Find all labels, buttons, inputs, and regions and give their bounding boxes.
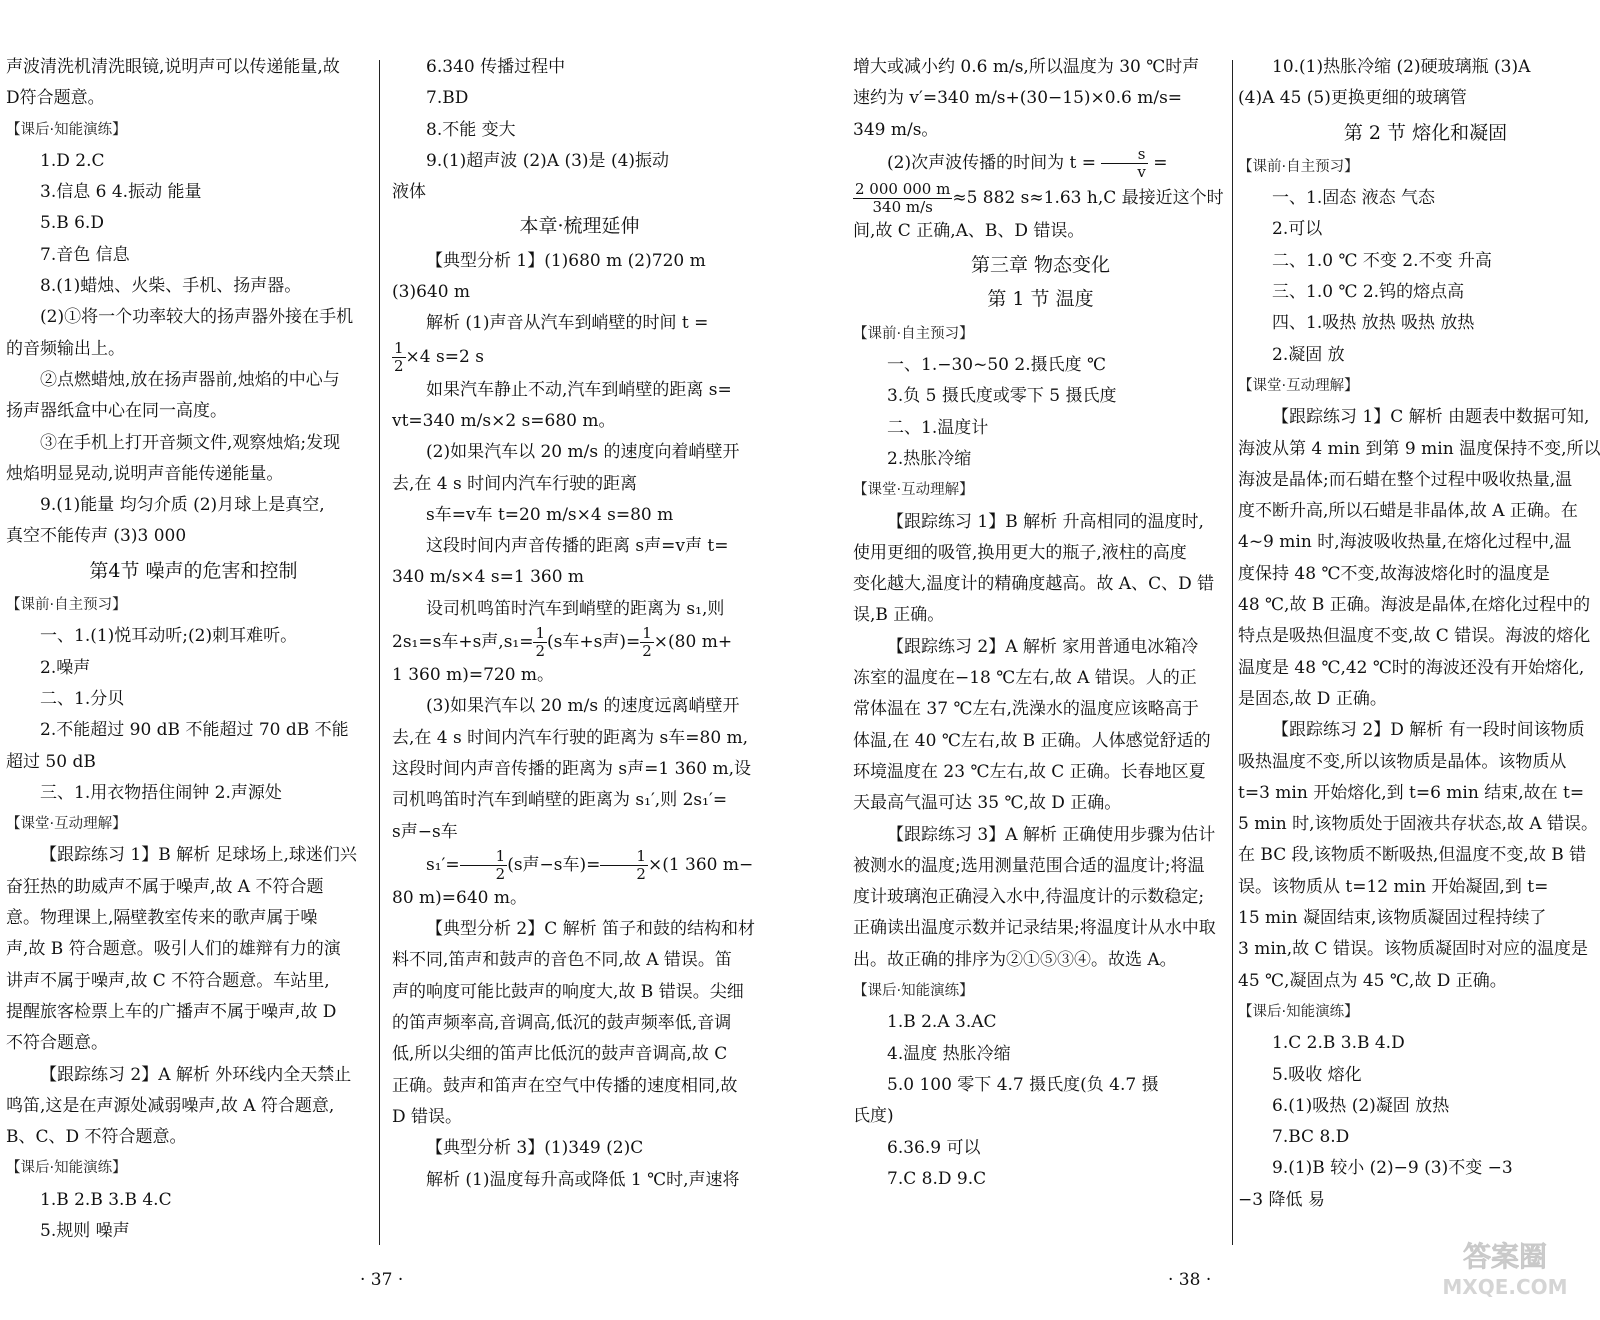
text-line: 鸣笛,这是在声源处减弱噪声,故 A 符合题意, bbox=[6, 1095, 335, 1116]
text-line: 如果汽车静止不动,汽车到峭壁的距离 s= bbox=[426, 379, 732, 400]
text-line: 提醒旅客检票上车的广播声不属于噪声,故 D bbox=[6, 1001, 337, 1022]
text-line: 15 min 凝固结束,该物质凝固过程持续了 bbox=[1238, 908, 1547, 929]
section-heading: 第 1 节 温度 bbox=[987, 288, 1094, 311]
text-line: 被测水的温度;选用测量范围合适的温度计;将温 bbox=[853, 855, 1205, 876]
text-line: 6.(1)吸热 (2)凝固 放热 bbox=[1272, 1095, 1450, 1116]
text-line: 9.(1)超声波 (2)A (3)是 (4)振动 bbox=[426, 150, 670, 171]
text-line: 的笛声频率高,音调高,低沉的鼓声频率低,音调 bbox=[392, 1013, 732, 1034]
text-line: 声的响度可能比鼓声的响度大,故 B 错误。尖细 bbox=[392, 981, 744, 1002]
text-line: 不符合题意。 bbox=[6, 1033, 108, 1054]
text-line: 3.信息 6 4.振动 能量 bbox=[40, 182, 202, 203]
text-line: 二、1.分贝 bbox=[40, 688, 125, 709]
text-line: 司机鸣笛时汽车到峭壁的距离为 s₁′,则 2s₁′= bbox=[392, 790, 728, 811]
text-line: 的音频输出上。 bbox=[6, 338, 125, 359]
text-line: 48 ℃,故 B 正确。海波是晶体,在熔化过程中的 bbox=[1238, 595, 1591, 616]
text-line: 2.热胀冷缩 bbox=[887, 448, 972, 469]
text-line: 【跟踪练习 3】A 解析 正确使用步骤为估计 bbox=[887, 824, 1216, 845]
text-line: 增大或减小约 0.6 m/s,所以温度为 30 ℃时声 bbox=[853, 57, 1200, 77]
text-line: D符合题意。 bbox=[6, 88, 105, 109]
text-line: 一、1.−30~50 2.摄氏度 ℃ bbox=[887, 355, 1107, 376]
text-line: 2.可以 bbox=[1272, 219, 1323, 240]
text-line: 1.D 2.C bbox=[40, 150, 105, 171]
column-divider bbox=[1232, 60, 1233, 1245]
text-line: 间,故 C 正确,A、B、D 错误。 bbox=[853, 220, 1085, 241]
text-line: 去,在 4 s 时间内汽车行驶的距离 bbox=[392, 473, 638, 494]
text-line: 声波清洗机清洗眼镜,说明声可以传递能量,故 bbox=[6, 57, 340, 77]
text-line: 一、1.(1)悦耳动听;(2)刺耳难听。 bbox=[40, 626, 298, 647]
left-column-1 bbox=[6, 52, 381, 1247]
text-line: 吸热温度不变,所以该物质是晶体。该物质从 bbox=[1238, 751, 1567, 772]
text-line: 2.凝固 放 bbox=[1272, 344, 1345, 365]
section-tag: 【课前·自主预习】 bbox=[853, 325, 974, 342]
text-line: 1.B 2.A 3.AC bbox=[887, 1012, 997, 1033]
section-tag: 【课前·自主预习】 bbox=[6, 597, 127, 614]
text-line: 7.C 8.D 9.C bbox=[887, 1168, 987, 1189]
section-tag: 【课后·知能演练】 bbox=[853, 983, 974, 1000]
text-line: 9.(1)能量 均匀介质 (2)月球上是真空, bbox=[40, 495, 325, 516]
text-line: 7.BC 8.D bbox=[1272, 1127, 1350, 1148]
text-line: 使用更细的吸管,换用更大的瓶子,液柱的高度 bbox=[853, 542, 1187, 563]
text-line: 扬声器纸盒中心在同一高度。 bbox=[6, 401, 227, 422]
text-line: 液体 bbox=[392, 182, 426, 203]
text-line: 【跟踪练习 1】C 解析 由题表中数据可知, bbox=[1272, 407, 1590, 428]
text-line: 【跟踪练习 1】B 解析 足球场上,球迷们兴 bbox=[40, 845, 357, 866]
text-line: 10.(1)热胀冷缩 (2)硬玻璃瓶 (3)A bbox=[1272, 57, 1531, 77]
text-line: 1.B 2.B 3.B 4.C bbox=[40, 1189, 172, 1210]
text-line: 8.不能 变大 bbox=[426, 119, 516, 140]
text-line: 三、1.用衣物捂住闹钟 2.声源处 bbox=[40, 782, 282, 803]
text-line: 意。物理课上,隔壁教室传来的歌声属于噪 bbox=[6, 908, 318, 929]
text-line: 度保持 48 ℃不变,故海波熔化时的温度是 bbox=[1238, 563, 1550, 584]
text-line: 349 m/s。 bbox=[853, 119, 939, 140]
text-line: s声−s车 bbox=[392, 821, 458, 842]
text-line: 【典型分析 2】C 解析 笛子和鼓的结构和材 bbox=[426, 919, 756, 940]
text-line: 声,故 B 符合题意。吸引人们的雄辩有力的演 bbox=[6, 939, 341, 960]
text-line: 误。该物质从 t=12 min 开始凝固,到 t= bbox=[1238, 876, 1549, 897]
text-line: 3.负 5 摄氏度或零下 5 摄氏度 bbox=[887, 386, 1117, 407]
page-number-right: · 38 · bbox=[1168, 1270, 1212, 1290]
text-line: 烛焰明显晃动,说明声音能传递能量。 bbox=[6, 463, 284, 484]
text-line: 5.规则 噪声 bbox=[40, 1220, 130, 1241]
section-tag: 【课前·自主预习】 bbox=[1238, 158, 1359, 175]
text-line: (3)如果汽车以 20 m/s 的速度远离峭壁开 bbox=[426, 696, 740, 717]
text-line: 讲声不属于噪声,故 C 不符合题意。车站里, bbox=[6, 970, 330, 991]
text-line: 5.B 6.D bbox=[40, 213, 104, 234]
text-line: −3 降低 易 bbox=[1238, 1189, 1325, 1210]
text-line: 海波从第 4 min 到第 9 min 温度保持不变,所以 bbox=[1238, 438, 1600, 459]
text-line: 45 ℃,凝固点为 45 ℃,故 D 正确。 bbox=[1238, 970, 1507, 991]
text-line: 【典型分析 3】(1)349 (2)C bbox=[426, 1138, 644, 1159]
equation-infrasound-value: $\frac{2 000 000 m}{340 m/s}$ ≈5 882 s≈1.63 h,C 最接近这个时 bbox=[855, 179, 1224, 216]
text-line: D 错误。 bbox=[392, 1106, 463, 1127]
text-line: B、C、D 不符合题意。 bbox=[6, 1127, 187, 1148]
left-column-2 bbox=[392, 52, 767, 1196]
text-line: 真空不能传声 (3)3 000 bbox=[6, 526, 187, 547]
section-heading: 本章·梳理延伸 bbox=[519, 215, 640, 238]
text-line: 冻室的温度在−18 ℃左右,故 A 错误。人的正 bbox=[853, 668, 1197, 689]
section-tag: 【课堂·互动理解】 bbox=[853, 482, 974, 499]
text-line: 设司机鸣笛时汽车到峭壁的距离为 s₁,则 bbox=[426, 598, 725, 619]
text-line: 9.(1)B 较小 (2)−9 (3)不变 −3 bbox=[1272, 1158, 1513, 1179]
text-line: ②点燃蜡烛,放在扬声器前,烛焰的中心与 bbox=[40, 369, 340, 390]
text-line: vt=340 m/s×2 s=680 m。 bbox=[392, 410, 616, 431]
text-line: 7.音色 信息 bbox=[40, 244, 130, 265]
text-line: 海波是晶体;而石蜡在整个过程中吸收热量,温 bbox=[1238, 469, 1573, 490]
text-line: 5 min 时,该物质处于固液共存状态,故 A 错误。 bbox=[1238, 814, 1599, 835]
text-line: 常体温在 37 ℃左右,洗澡水的温度应该略高于 bbox=[853, 699, 1199, 720]
text-line: 6.36.9 可以 bbox=[887, 1137, 981, 1158]
text-line: 【跟踪练习 2】A 解析 外环线内全天禁止 bbox=[40, 1064, 352, 1085]
text-line: 度不断升高,所以石蜡是非晶体,故 A 正确。在 bbox=[1238, 501, 1578, 522]
text-line: 速约为 v′=340 m/s+(30−15)×0.6 m/s= bbox=[853, 88, 1183, 109]
text-line: 【跟踪练习 1】B 解析 升高相同的温度时, bbox=[887, 511, 1204, 532]
text-line: ③在手机上打开音频文件,观察烛焰;发现 bbox=[40, 432, 341, 453]
text-line: 5.吸收 熔化 bbox=[1272, 1064, 1362, 1085]
watermark-logo bbox=[1430, 1236, 1580, 1302]
svg-text:MXQE.COM: MXQE.COM bbox=[1442, 1275, 1568, 1299]
text-line: 四、1.吸热 放热 吸热 放热 bbox=[1272, 313, 1475, 334]
text-line: 去,在 4 s 时间内汽车行驶的距离为 s车=80 m, bbox=[392, 727, 749, 748]
text-line: 4~9 min 时,海波吸收热量,在熔化过程中,温 bbox=[1238, 532, 1572, 553]
text-line: 出。故正确的排序为②①⑤③④。故选 A。 bbox=[853, 949, 1177, 970]
section-tag: 【课后·知能演练】 bbox=[6, 1160, 127, 1177]
text-line: 低,所以尖细的笛声比低沉的鼓声音调高,故 C bbox=[392, 1044, 728, 1065]
text-line: 6.340 传播过程中 bbox=[426, 57, 566, 77]
text-line: 一、1.固态 液态 气态 bbox=[1272, 188, 1436, 209]
text-line: 氏度) bbox=[853, 1106, 894, 1127]
text-line: 在 BC 段,该物质不断吸热,但温度不变,故 B 错 bbox=[1238, 845, 1587, 866]
svg-text:答案圈: 答案圈 bbox=[1462, 1240, 1548, 1273]
text-line: t=3 min 开始熔化,到 t=6 min 结束,故在 t= bbox=[1238, 782, 1585, 803]
text-line: 二、1.0 ℃ 不变 2.不变 升高 bbox=[1272, 250, 1492, 271]
text-line: 三、1.0 ℃ 2.钨的熔点高 bbox=[1272, 282, 1465, 303]
section-tag: 【课后·知能演练】 bbox=[6, 121, 127, 138]
text-line: 超过 50 dB bbox=[6, 751, 96, 772]
text-line: 7.BD bbox=[426, 88, 469, 109]
text-line: 正确读出温度示数并记录结果;将温度计从水中取 bbox=[853, 918, 1216, 939]
equation-infrasound-time: (2)次声波传播的时间为 t = $\frac{s}{v}$ = bbox=[887, 144, 1168, 181]
text-line: (2)如果汽车以 20 m/s 的速度向着峭壁开 bbox=[426, 442, 740, 463]
text-line: 特点是吸热但温度不变,故 C 错误。海波的熔化 bbox=[1238, 626, 1591, 647]
text-line: 【跟踪练习 2】D 解析 有一段时间该物质 bbox=[1272, 720, 1585, 741]
text-line: 1.C 2.B 3.B 4.D bbox=[1272, 1033, 1405, 1054]
right-column-1 bbox=[853, 52, 1228, 1195]
equation-s1-prime: s₁′= $\frac{1}{2}$ (s声−s车)= $\frac{1}{2}$ ×(1 360 m− bbox=[426, 846, 754, 883]
text-line: (3)640 m bbox=[392, 282, 471, 303]
text-line: 5.0 100 零下 4.7 摄氏度(负 4.7 摄 bbox=[887, 1074, 1159, 1095]
text-line: 3 min,故 C 错误。该物质凝固时对应的温度是 bbox=[1238, 939, 1588, 960]
text-line: 【典型分析 1】(1)680 m (2)720 m bbox=[426, 250, 706, 271]
section-tag: 【课后·知能演练】 bbox=[1238, 1003, 1359, 1020]
text-line: 环境温度在 23 ℃左右,故 C 正确。长春地区夏 bbox=[853, 761, 1206, 782]
text-line: 体温,在 40 ℃左右,故 B 正确。人体感觉舒适的 bbox=[853, 730, 1211, 751]
text-line: 80 m)=640 m。 bbox=[392, 887, 528, 908]
section-tag: 【课堂·互动理解】 bbox=[1238, 377, 1359, 394]
equation-time: $\frac{1}{2}$ ×4 s=2 s bbox=[394, 338, 484, 375]
text-line: 是固态,故 D 正确。 bbox=[1238, 688, 1387, 709]
text-line: 解析 (1)声音从汽车到峭壁的时间 t = bbox=[426, 313, 709, 334]
column-divider bbox=[379, 60, 380, 1245]
text-line: s车=v车 t=20 m/s×4 s=80 m bbox=[426, 504, 674, 525]
text-line: (4)A 45 (5)更换更细的玻璃管 bbox=[1238, 88, 1467, 109]
text-line: 天最高气温可达 35 ℃,故 D 正确。 bbox=[853, 793, 1122, 814]
page-number-left: · 37 · bbox=[360, 1270, 404, 1290]
text-line: 【跟踪练习 2】A 解析 家用普通电冰箱冷 bbox=[887, 636, 1199, 657]
equation-s1: 2s₁=s车+s声,s₁= $\frac{1}{2}$ (s车+s声)= $\frac{1}{2}$ ×(80 m+ bbox=[392, 624, 733, 661]
text-line: 2.噪声 bbox=[40, 657, 91, 678]
text-line: 度计玻璃泡正确浸入水中,待温度计的示数稳定; bbox=[853, 887, 1205, 908]
text-line: 这段时间内声音传播的距离 s声=v声 t= bbox=[426, 536, 729, 557]
text-line: 误,B 正确。 bbox=[853, 605, 945, 626]
text-line: 340 m/s×4 s=1 360 m bbox=[392, 567, 585, 588]
text-line: 解析 (1)温度每升高或降低 1 ℃时,声速将 bbox=[426, 1169, 740, 1190]
text-line: 4.温度 热胀冷缩 bbox=[887, 1043, 1011, 1064]
text-line: 8.(1)蜡烛、火柴、手机、扬声器。 bbox=[40, 276, 302, 297]
text-line: 1 360 m)=720 m。 bbox=[392, 665, 555, 686]
text-line: 2.不能超过 90 dB 不能超过 70 dB 不能 bbox=[40, 720, 349, 741]
section-heading: 第 2 节 熔化和凝固 bbox=[1343, 121, 1508, 144]
text-line: 温度是 48 ℃,42 ℃时的海波还没有开始熔化, bbox=[1238, 657, 1585, 678]
section-heading: 第4节 噪声的危害和控制 bbox=[89, 559, 298, 582]
section-heading: 第三章 物态变化 bbox=[970, 254, 1111, 277]
right-column-2 bbox=[1238, 52, 1600, 1216]
text-line: (2)①将一个功率较大的扬声器外接在手机 bbox=[40, 307, 354, 328]
text-line: 正确。鼓声和笛声在空气中传播的速度相同,故 bbox=[392, 1075, 738, 1096]
text-line: 二、1.温度计 bbox=[887, 417, 989, 438]
text-line: 奋狂热的助威声不属于噪声,故 A 不符合题 bbox=[6, 876, 324, 897]
text-line: 料不同,笛声和鼓声的音色不同,故 A 错误。笛 bbox=[392, 950, 732, 971]
section-tag: 【课堂·互动理解】 bbox=[6, 816, 127, 833]
text-line: 变化越大,温度计的精确度越高。故 A、C、D 错 bbox=[853, 574, 1215, 595]
text-line: 这段时间内声音传播的距离为 s声=1 360 m,设 bbox=[392, 758, 751, 779]
